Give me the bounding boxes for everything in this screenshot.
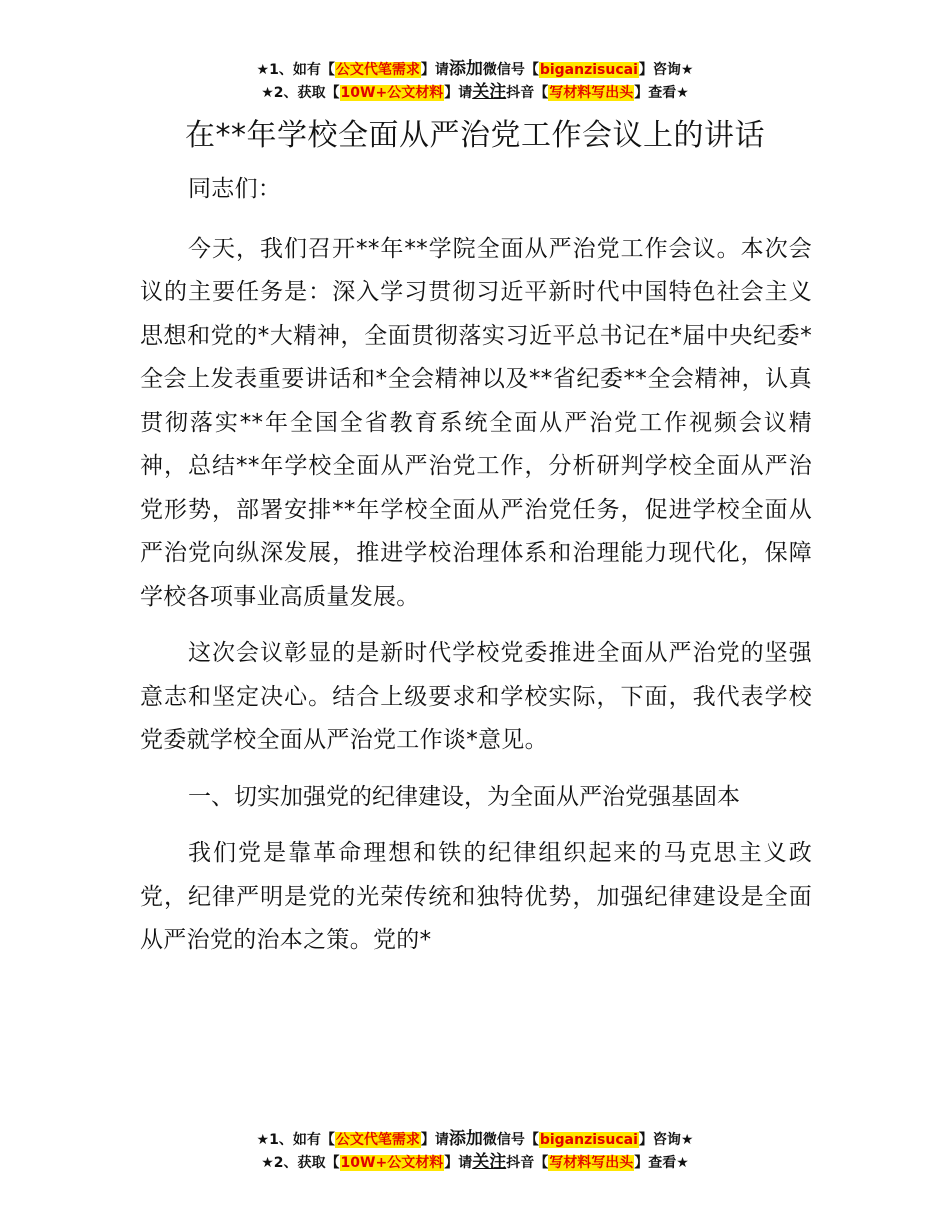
- star-icon: ★: [676, 85, 689, 101]
- bracket: 】: [638, 62, 653, 78]
- promo-text: 请: [434, 1132, 449, 1148]
- bracket: 【: [534, 85, 549, 101]
- douyin-account: 写材料写出头: [549, 1155, 634, 1171]
- bracket: 】: [638, 1132, 653, 1148]
- highlight-ghostwriting: 公文代笔需求: [335, 1132, 420, 1148]
- wechat-id: biganzisucai: [539, 1132, 638, 1148]
- promo-text: 请: [434, 62, 449, 78]
- douyin-account: 写材料写出头: [549, 85, 634, 101]
- promo-line-2: [0, 1151, 950, 1174]
- promo-text: 1、如有: [269, 62, 321, 78]
- promo-text: 咨询: [652, 1132, 681, 1148]
- highlight-materials: 10W+公文材料: [340, 85, 444, 101]
- promo-text: 关注: [472, 1152, 507, 1172]
- bracket: 【: [534, 1155, 549, 1171]
- footer-promo-banner: [0, 1128, 950, 1174]
- promo-text: 抖音: [506, 1155, 535, 1171]
- promo-text: 请: [458, 85, 473, 101]
- section-heading: 一、切实加强党的纪律建设，为全面从严治党强基固本: [188, 783, 740, 810]
- star-icon: ★: [680, 1132, 694, 1148]
- bracket: 【: [325, 85, 340, 101]
- bracket: 【: [320, 62, 335, 78]
- star-icon: ★: [680, 62, 694, 78]
- document-body: [140, 168, 812, 976]
- body-paragraph: 今天，我们召开**年**学院全面从严治党工作会议。本次会议的主要任务是：深入学习贯彻习近平新时代中国特色社会主义思想和党的*大精神，全面贯彻落实习近平总书记在*届中央纪委*全会上发表重要讲话和*全会精神以及**省纪委**全会精神，认真贯彻落实**年全国全省教育系统全面从严治党工作视频会议精神，总结**年学校全面从严治党工作，分析研判学校全面从严治党形势，部署安排**年学校全面从严治党任务，促进学校全面从严治党向纵深发展，推进学校治理体系和治理能力现代化，保障学校各项事业高质量发展。: [140, 235, 812, 610]
- bracket: 】: [444, 1155, 459, 1171]
- promo-text: 抖音: [506, 85, 535, 101]
- promo-text: 微信号: [482, 1132, 525, 1148]
- bracket: 】: [420, 1132, 435, 1148]
- bracket: 】: [634, 1155, 649, 1171]
- body-paragraph: 这次会议彰显的是新时代学校党委推进全面从严治党的坚强意志和坚定决心。结合上级要求和学校实际，下面，我代表学校党委就学校全面从严治党工作谈*意见。: [140, 640, 812, 753]
- promo-text: 添加: [448, 1129, 483, 1149]
- promo-text: 添加: [448, 59, 483, 79]
- promo-text: 咨询: [652, 62, 681, 78]
- document-title: 在**年学校全面从严治党工作会议上的讲话: [185, 118, 765, 153]
- promo-line-1: [0, 1128, 950, 1151]
- bracket: 】: [420, 62, 435, 78]
- star-icon: ★: [261, 85, 274, 101]
- bracket: 【: [325, 1155, 340, 1171]
- body-paragraph: 我们党是靠革命理想和铁的纪律组织起来的马克思主义政党，纪律严明是党的光荣传统和独特优势，加强纪律建设是全面从严治党的治本之策。党的*: [140, 840, 812, 953]
- promo-text: 2、获取: [273, 85, 326, 101]
- promo-text: 查看: [648, 85, 677, 101]
- promo-line-2: [0, 81, 950, 104]
- bracket: 】: [444, 85, 459, 101]
- bracket: 【: [320, 1132, 335, 1148]
- greeting-paragraph: 同志们：: [188, 176, 282, 202]
- promo-text: 1、如有: [269, 1132, 321, 1148]
- bracket: 【: [524, 1132, 539, 1148]
- star-icon: ★: [261, 1155, 274, 1171]
- bracket: 【: [524, 62, 539, 78]
- promo-text: 请: [458, 1155, 473, 1171]
- header-promo-banner: [0, 58, 950, 104]
- highlight-ghostwriting: 公文代笔需求: [335, 62, 420, 78]
- bracket: 】: [634, 85, 649, 101]
- promo-text: 关注: [472, 82, 507, 102]
- star-icon: ★: [256, 62, 270, 78]
- star-icon: ★: [676, 1155, 689, 1171]
- wechat-id: biganzisucai: [539, 62, 638, 78]
- promo-line-1: [0, 58, 950, 81]
- promo-text: 查看: [648, 1155, 677, 1171]
- highlight-materials: 10W+公文材料: [340, 1155, 444, 1171]
- star-icon: ★: [256, 1132, 270, 1148]
- promo-text: 2、获取: [273, 1155, 326, 1171]
- promo-text: 微信号: [482, 62, 525, 78]
